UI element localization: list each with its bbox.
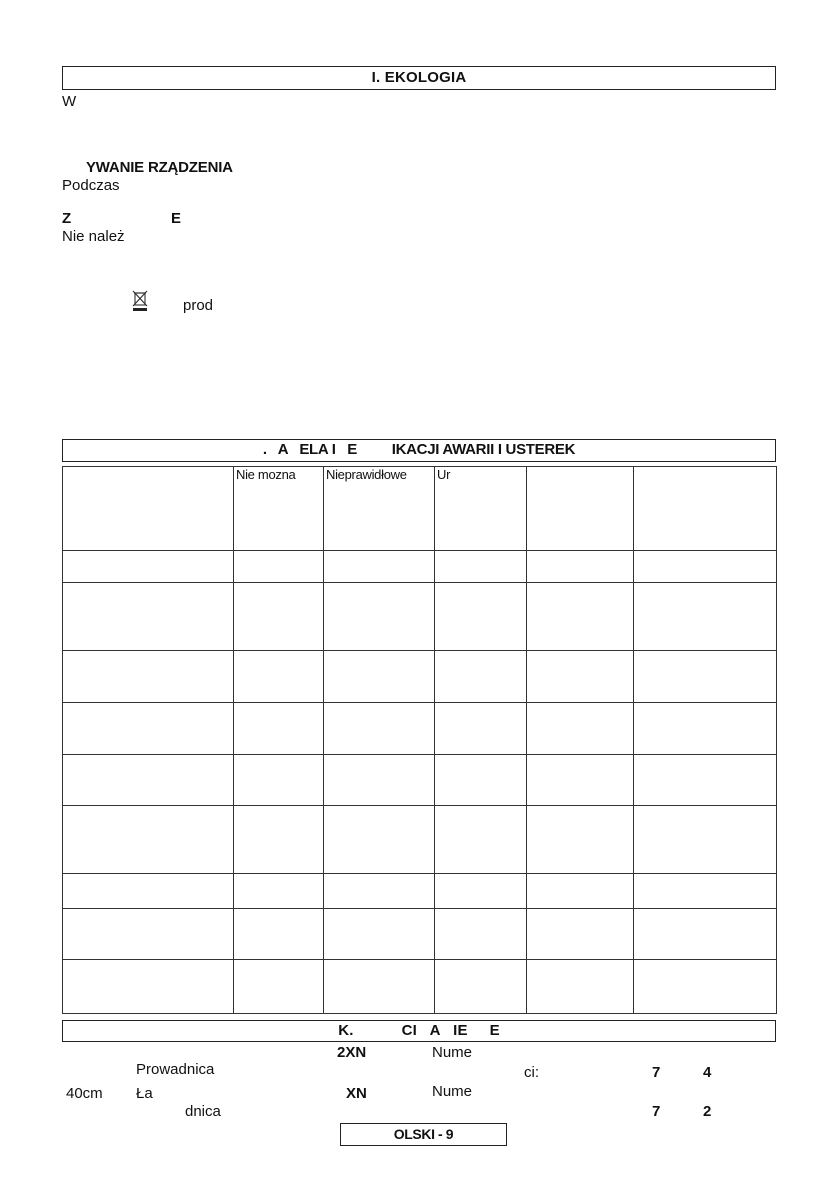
- header-cell: Ur: [435, 467, 527, 551]
- spec-cell: 7: [652, 1064, 661, 1081]
- spec-cell: 2: [703, 1103, 712, 1120]
- spec-cell: Nume: [432, 1044, 473, 1061]
- disposal-text: Nie należ: [62, 228, 125, 245]
- use-heading: YWANIE RZĄDZENIA: [86, 159, 233, 176]
- spec-cell: Ła: [136, 1085, 153, 1102]
- header-cell: [634, 467, 777, 551]
- crossed-out-wheelie-bin-icon: [131, 290, 149, 317]
- spec-cell: XN: [346, 1085, 367, 1102]
- table-row: [63, 874, 777, 909]
- spec-cell: dnica: [185, 1103, 221, 1120]
- table-row: [63, 755, 777, 806]
- spec-cell: Prowadnica: [136, 1061, 215, 1078]
- spec-cell: 40cm: [66, 1085, 103, 1102]
- table-header-row: [63, 467, 777, 551]
- table-row: [63, 806, 777, 874]
- spec-section-title: K. CI A IE E: [62, 1020, 776, 1042]
- spec-cell: 2XN: [337, 1044, 367, 1061]
- spec-cell: 4: [703, 1064, 712, 1081]
- spec-cell: ci:: [524, 1064, 539, 1081]
- spec-cell: Nume: [432, 1083, 473, 1100]
- disposal-heading-end: E: [171, 210, 182, 227]
- table-row: [63, 651, 777, 703]
- fault-table: [62, 466, 777, 1014]
- product-text: prod: [183, 297, 214, 314]
- table-row: [63, 960, 777, 1014]
- header-cell: [527, 467, 634, 551]
- spec-cell: 7: [652, 1103, 661, 1120]
- ecology-intro-text: W: [62, 93, 77, 110]
- table-row: [63, 909, 777, 960]
- disposal-heading-start: Z: [62, 210, 72, 227]
- table-row: [63, 551, 777, 583]
- table-row: [63, 583, 777, 651]
- header-cell: Nie mozna: [234, 467, 324, 551]
- header-cell: [63, 467, 234, 551]
- table-row: [63, 703, 777, 755]
- header-cell: Nieprawidłowe: [324, 467, 435, 551]
- fault-table-title: . A ELA I E IKACJI AWARII I USTEREK: [62, 439, 776, 462]
- page-number-label: OLSKI - 9: [340, 1123, 507, 1146]
- ecology-section-title: I. EKOLOGIA: [62, 66, 776, 90]
- use-text: Podczas: [62, 177, 120, 194]
